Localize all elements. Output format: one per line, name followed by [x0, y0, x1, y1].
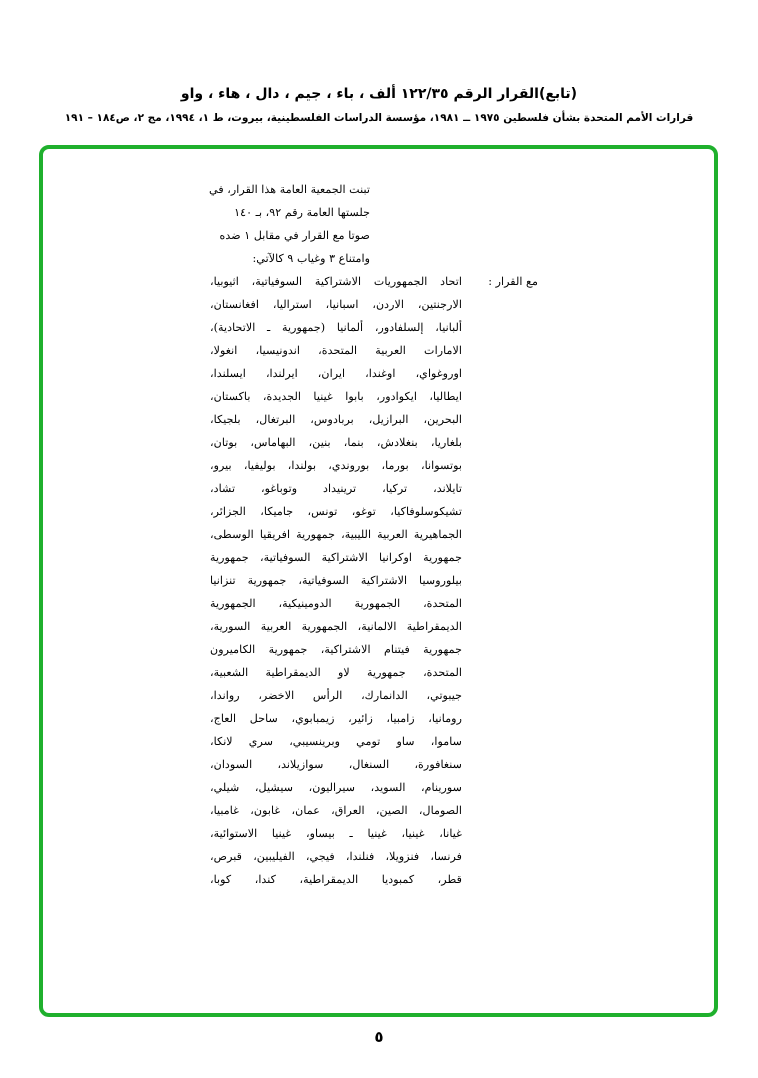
country-line: ألبانيا، إلسلفادور، ألمانيا (جمهورية ـ الاتحادية)، — [210, 321, 462, 334]
country-line: الارجنتين، الاردن، اسبانيا، استراليا، افغانستان، — [210, 298, 462, 311]
intro-line: صوتا مع القرار في مقابل ١ ضده — [219, 229, 370, 242]
country-line: البحرين، البرازيل، بربادوس، البرتغال، بلجيكا، — [210, 413, 462, 426]
vote-in-favor-label: مع القرار : — [488, 275, 538, 288]
country-line: الجماهيرية العربية الليبية، جمهورية افريقيا الوسطى، — [210, 528, 462, 541]
country-line: بلغاريا، بنغلادش، بنما، بنين، البهاماس، بوتان، — [210, 436, 462, 449]
vote-in-favor-list — [210, 270, 462, 891]
country-line: قطر، كمبوديا الديمقراطية، كندا، كوبا، — [210, 873, 462, 886]
country-line: غيانا، غينيا، غينيا ـ بيساو، غينيا الاستوائية، — [210, 827, 462, 840]
country-line: اوروغواي، اوغندا، ايران، ايرلندا، ايسلندا، — [210, 367, 462, 380]
intro-line: تبنت الجمعية العامة هذا القرار، في — [209, 183, 370, 196]
country-line: المتحدة، جمهورية لاو الديمقراطية الشعبية، — [210, 666, 462, 679]
country-line: بوتسوانا، بورما، بوروندي، بولندا، بوليفيا، بيرو، — [210, 459, 462, 472]
country-line: فرنسا، فنزويلا، فنلندا، فيجي، الفيليبين، قبرص، — [210, 850, 462, 863]
country-line: جيبوتي، الدانمارك، الرأس الاخضر، رواندا، — [210, 689, 462, 702]
country-line: الصومال، الصين، العراق، عمان، غابون، غامبيا، — [210, 804, 462, 817]
country-line: سنغافورة، السنغال، سوازيلاند، السودان، — [210, 758, 462, 771]
country-line: رومانيا، زامبيا، زائير، زيمبابوي، ساحل العاج، — [210, 712, 462, 725]
country-line: الامارات العربية المتحدة، اندونيسيا، انغولا، — [210, 344, 462, 357]
intro-line: جلستها العامة رقم ٩٢، بـ ١٤٠ — [234, 206, 370, 219]
country-line: ايطاليا، ايكوادور، بابوا غينيا الجديدة، باكستان، — [210, 390, 462, 403]
page-number: ٥ — [374, 1028, 384, 1046]
country-line: جمهورية فيتنام الاشتراكية، جمهورية الكاميرون — [210, 643, 462, 656]
intro-line: وامتناع ٣ وغياب ٩ كالآتي: — [252, 252, 370, 265]
country-line: جمهورية اوكرانيا الاشتراكية السوفياتية، جمهورية — [210, 551, 462, 564]
country-line: تايلاند، تركيا، ترينيداد وتوباغو، تشاد، — [210, 482, 462, 495]
country-line: تشيكوسلوفاكيا، توغو، تونس، جاميكا، الجزائر، — [210, 505, 462, 518]
source-citation: قرارات الأمم المتحدة بشأن فلسطين ١٩٧٥ ــ ١٩٨١، مؤسسة الدراسات الفلسطينية، بيروت، ط ١، ١٩٩٤، مج ٢، ص١٨٤ – ١٩١ — [64, 112, 694, 124]
country-line: ساموا، ساو تومي وبرينسيبي، سري لانكا، — [210, 735, 462, 748]
country-line: الديمقراطية الالمانية، الجمهورية العربية السورية، — [210, 620, 462, 633]
country-line: اتحاد الجمهوريات الاشتراكية السوفياتية، اثيوبيا، — [210, 275, 462, 288]
adoption-statement — [200, 178, 370, 270]
country-line: بيلوروسيا الاشتراكية السوفياتية، جمهورية تنزانيا — [210, 574, 462, 587]
document-title: (تابع)القرار الرقم ١٢٢/٣٥ ألف ، باء ، جيم ، دال ، هاء ، واو — [180, 86, 578, 102]
country-line: سورينام، السويد، سيراليون، سيشيل، شيلي، — [210, 781, 462, 794]
country-line: المتحدة، الجمهورية الدومينيكية، الجمهورية — [210, 597, 462, 610]
